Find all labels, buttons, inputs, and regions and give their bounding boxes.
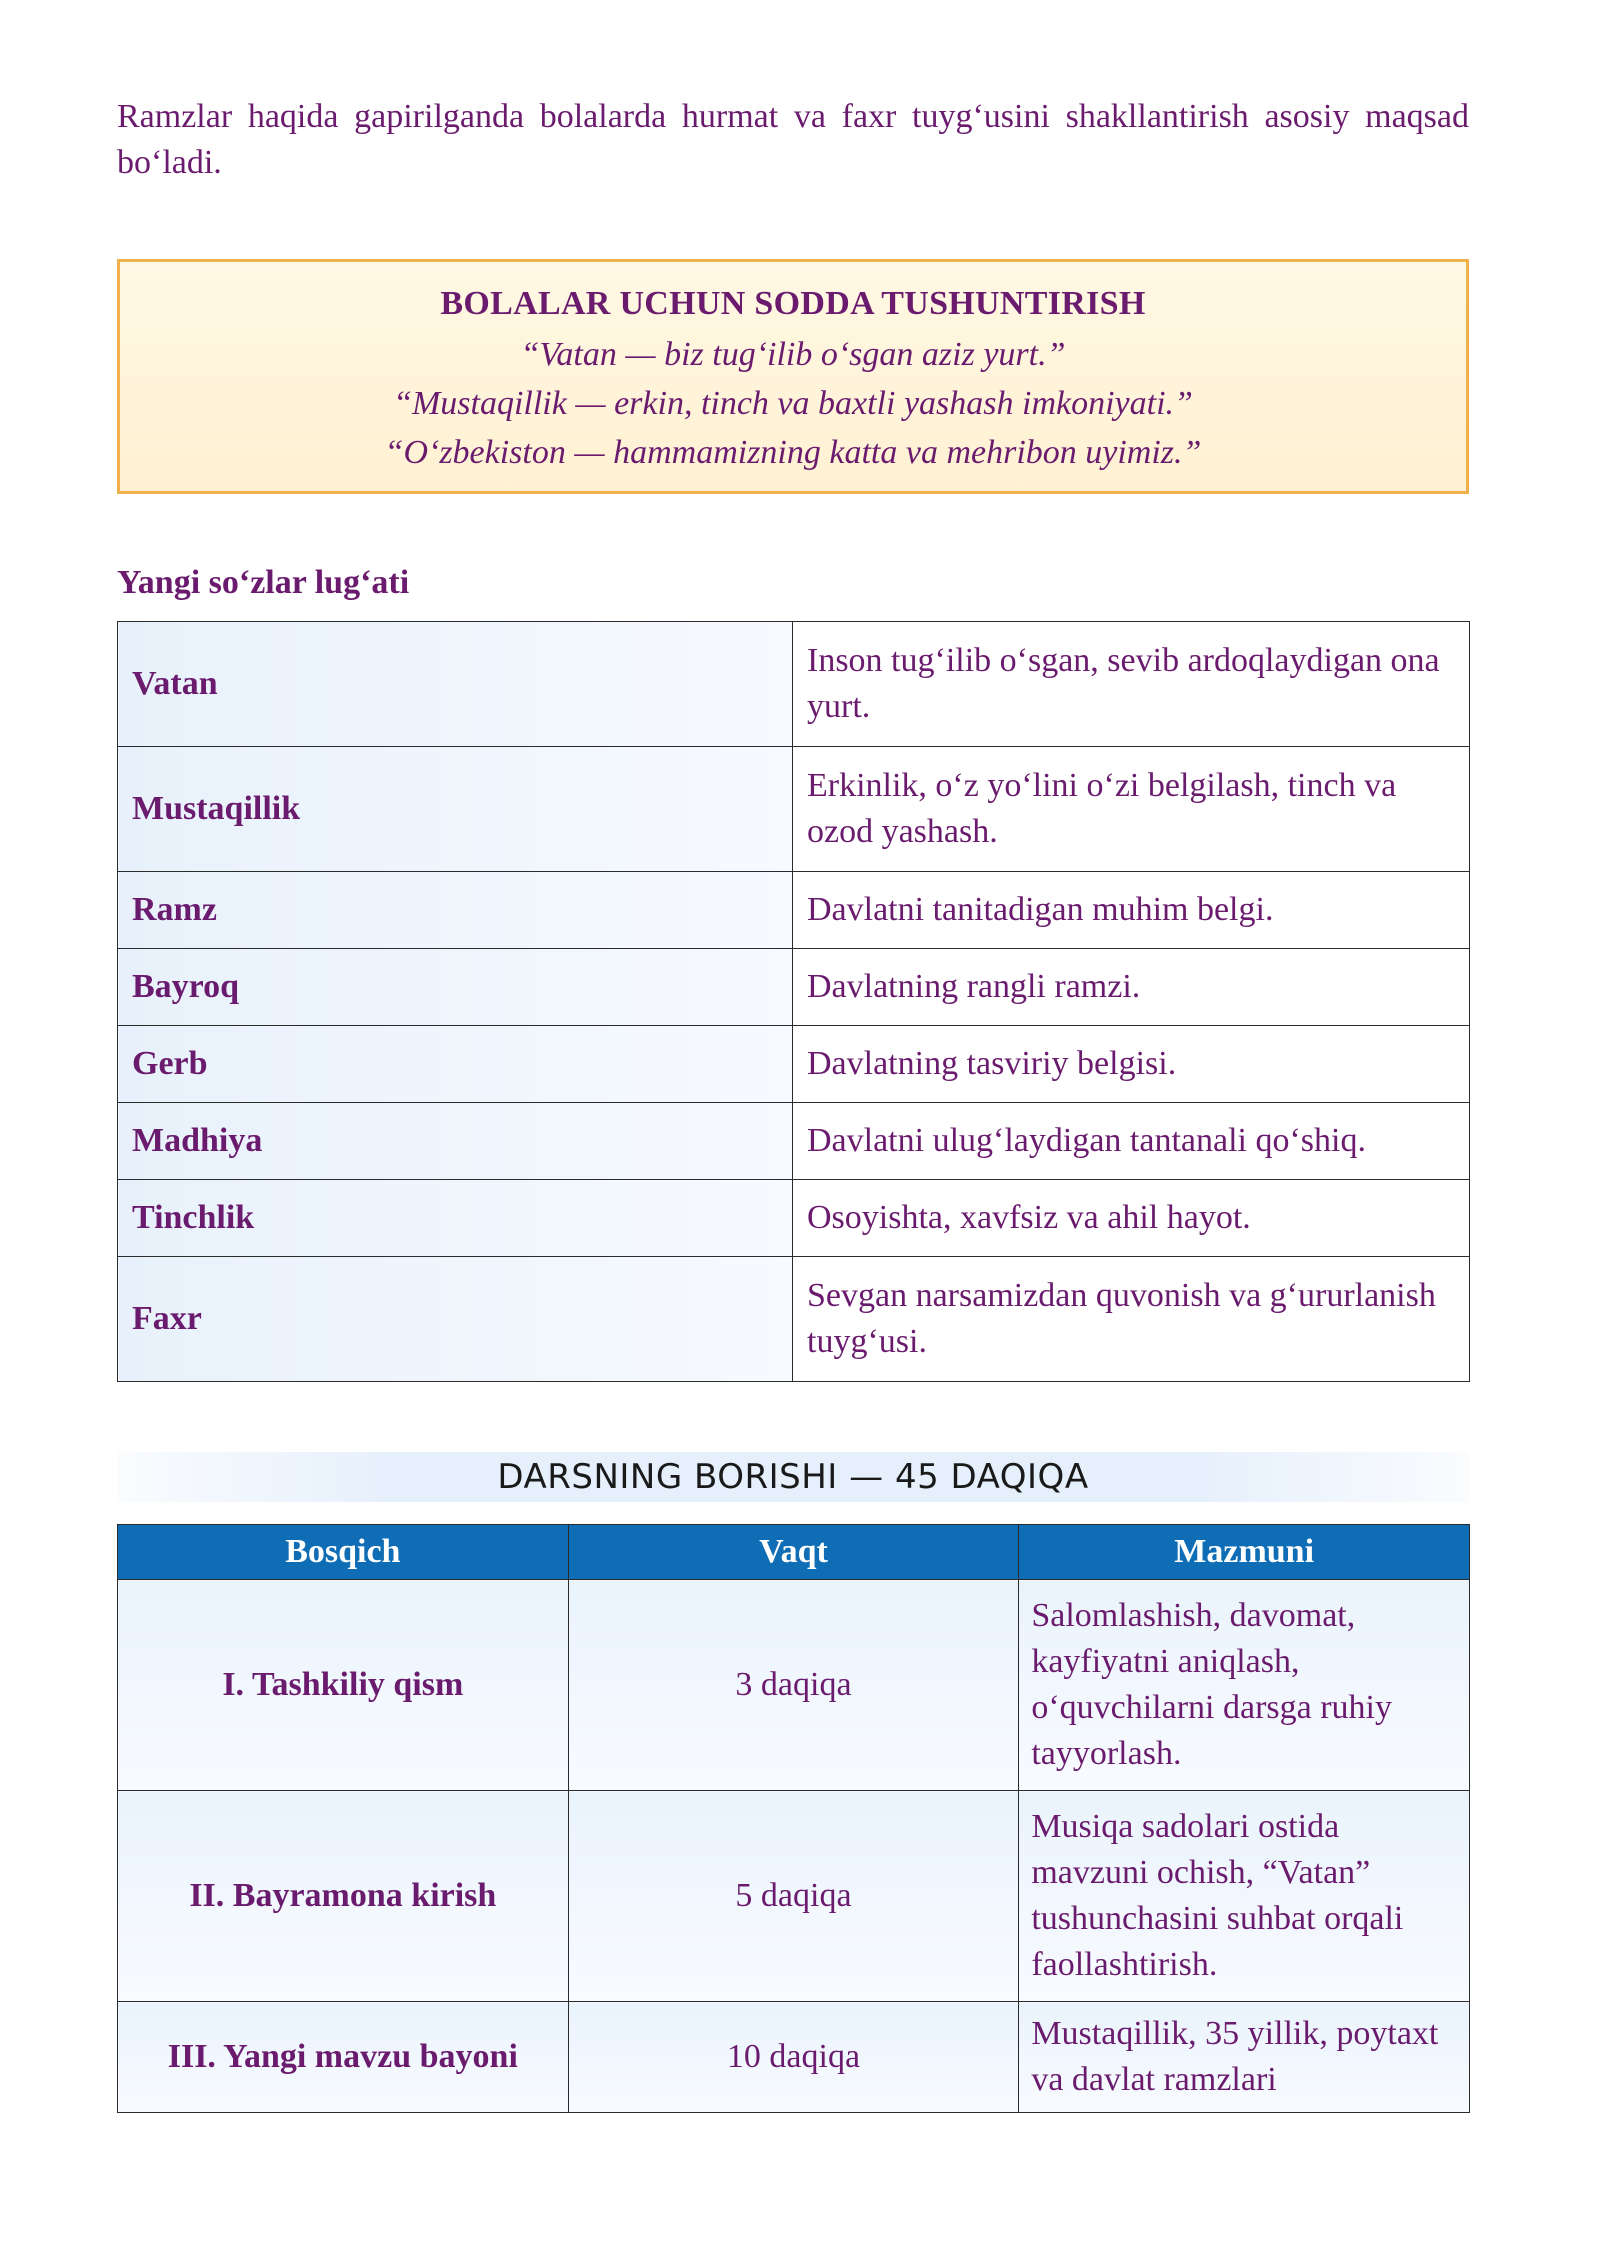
lesson-stage: I. Tashkiliy qism xyxy=(118,1580,569,1791)
vocabulary-term: Tinchlik xyxy=(118,1180,793,1257)
column-header-stage: Bosqich xyxy=(118,1525,569,1580)
lesson-stage: III. Yangi mavzu bayoni xyxy=(118,2002,569,2113)
vocabulary-term: Vatan xyxy=(118,622,793,747)
lesson-time: 3 daqiqa xyxy=(568,1580,1019,1791)
callout-title: BOLALAR UCHUN SODDA TUSHUNTIRISH xyxy=(440,285,1146,322)
table-row xyxy=(118,1791,1470,2002)
callout-quote: “Mustaqillik — erkin, tinch va baxtli yashash imkoniyati.” xyxy=(393,385,1193,422)
vocabulary-term: Mustaqillik xyxy=(118,747,793,872)
vocabulary-heading: Yangi so‘zlar lug‘ati xyxy=(117,564,410,601)
table-row xyxy=(118,1180,1470,1257)
explanation-callout xyxy=(117,259,1469,494)
lesson-content: Mustaqillik, 35 yillik, poytaxt va davlat ramzlari xyxy=(1019,2002,1470,2113)
vocabulary-term: Gerb xyxy=(118,1026,793,1103)
column-header-time: Vaqt xyxy=(568,1525,1019,1580)
intro-paragraph: Ramzlar haqida gapirilganda bolalarda hurmat va faxr tuyg‘usini shakllantirish asosiy maqsad bo‘ladi. xyxy=(117,98,1469,181)
table-row xyxy=(118,747,1470,872)
lesson-plan-table xyxy=(117,1524,1470,2113)
table-row xyxy=(118,949,1470,1026)
table-row xyxy=(118,1580,1470,1791)
table-row xyxy=(118,2002,1470,2113)
table-header-row xyxy=(118,1525,1470,1580)
lesson-section-banner: DARSNING BORISHI — 45 DAQIQA xyxy=(117,1452,1469,1502)
callout-quote: “O‘zbekiston — hammamizning katta va mehribon uyimiz.” xyxy=(384,434,1202,471)
table-row xyxy=(118,872,1470,949)
lesson-time: 10 daqiqa xyxy=(568,2002,1019,2113)
vocabulary-definition: Davlatni ulug‘laydigan tantanali qo‘shiq. xyxy=(793,1103,1470,1180)
vocabulary-term: Bayroq xyxy=(118,949,793,1026)
vocabulary-definition: Davlatning rangli ramzi. xyxy=(793,949,1470,1026)
column-header-content: Mazmuni xyxy=(1019,1525,1470,1580)
vocabulary-definition: Erkinlik, o‘z yo‘lini o‘zi belgilash, tinch va ozod yashash. xyxy=(793,747,1470,872)
vocabulary-table xyxy=(117,621,1470,1382)
table-row xyxy=(118,1103,1470,1180)
vocabulary-term: Faxr xyxy=(118,1257,793,1382)
vocabulary-definition: Inson tug‘ilib o‘sgan, sevib ardoqlaydigan ona yurt. xyxy=(793,622,1470,747)
vocabulary-term: Ramz xyxy=(118,872,793,949)
vocabulary-term: Madhiya xyxy=(118,1103,793,1180)
table-row xyxy=(118,1257,1470,1382)
lesson-content: Salomlashish, davomat, kayfiyatni aniqlash, o‘quvchilarni darsga ruhiy tayyorlash. xyxy=(1019,1580,1470,1791)
table-row xyxy=(118,622,1470,747)
vocabulary-definition: Davlatning tasviriy belgisi. xyxy=(793,1026,1470,1103)
vocabulary-definition: Sevgan narsamizdan quvonish va g‘ururlanish tuyg‘usi. xyxy=(793,1257,1470,1382)
lesson-stage: II. Bayramona kirish xyxy=(118,1791,569,2002)
lesson-content: Musiqa sadolari ostida mavzuni ochish, “Vatan” tushunchasini suhbat orqali faollashtirish. xyxy=(1019,1791,1470,2002)
vocabulary-definition: Davlatni tanitadigan muhim belgi. xyxy=(793,872,1470,949)
lesson-time: 5 daqiqa xyxy=(568,1791,1019,2002)
callout-quote: “Vatan — biz tug‘ilib o‘sgan aziz yurt.” xyxy=(520,336,1066,373)
vocabulary-definition: Osoyishta, xavfsiz va ahil hayot. xyxy=(793,1180,1470,1257)
table-row xyxy=(118,1026,1470,1103)
